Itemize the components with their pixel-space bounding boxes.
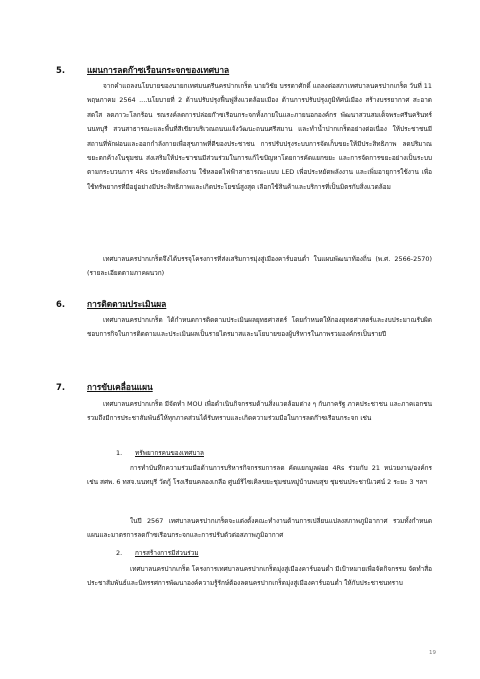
subsection-title: ทรัพยากรคนของเทศบาล: [135, 449, 204, 457]
section-title: การติดตามประเมินผล: [87, 299, 167, 309]
section-number: 6.: [56, 299, 66, 309]
subsection-number: 1.: [116, 449, 123, 457]
section-title: การขับเคลื่อนแผน: [87, 382, 153, 392]
subsection-number: 2.: [116, 549, 123, 557]
paragraph: เทศบาลนครปากเกร็ด ได้กำหนดการติดตามประเมินผลยุทธศาสตร์ โดยกำหนดให้กองยุทธศาสตร์และงบประมาณรับผิดชอบการกิจในการติดตามและประเมินผลเป็นรายไตรมาสและนโยบายของผู้บริหารในภาพรวมองค์กรเป็นรายปี: [87, 316, 432, 339]
paragraph: การทำบันทึกความร่วมมือด้านการบริหารกิจกรรมการลด คัดแยกมูลฝอย 4Rs ร่วมกับ 21 หน่วยงาน/องค์กร เช่น สศพ. 6 ทสจ.นนทบุรี วัดกู้ โรงเรียนคลองเกลือ ศูนย์ริไซเคิลขยะชุมชนหมู่บ้านพบสุข ชุมชนประชานิเวศน์ 2 ระยะ 3 ฯลฯ: [87, 464, 432, 487]
paragraph: เทศบาลนครปากเกร็ด มีจัดทำ MOU เพื่อดำเนินกิจกรรมด้านสิ่งแวดล้อมต่าง ๆ กับภาครัฐ ภาคประชาชน และภาคเอกชน รวมถึงมีการประชาสัมพันธ์ให้ทุกภาคส่วนได้รับทราบและเกิดความร่วมมือในการลดก๊าซเรือนกระจก เช่น: [87, 400, 432, 423]
paragraph: เทศบาลนครปากเกร็ด โครงการเทศบาลนครปากเกร็ดมุ่งสู่เมืองคาร์บอนต่ำ มีเป้าหมายเพื่อจัดกิจกรรม จัดทำสื่อประชาสัมพันธ์และนิทรรศการพัฒนาองค์ความรู้รักษ์ต้องลดนครปากเกร็ดมุ่งสู่เมืองคาร์บอนต่ำ ให้กับประชาชนทราบ: [87, 565, 432, 588]
page-number: 19: [429, 650, 436, 656]
paragraph: ในปี 2567 เทศบาลนครปากเกร็ดจะแต่งตั้งคณะทำงานด้านการเปลี่ยนแปลงสภาพภูมิอากาศ รวมทั้งกำหนดแผนและมาตรการลดก๊าซเรือนกระจกและการปรับตัวต่อสภาพภูมิอากาศ: [87, 517, 432, 540]
section-number: 7.: [56, 382, 66, 392]
section-title: แผนการลดก๊าซเรือนกระจกของเทศบาล: [87, 65, 230, 75]
section-number: 5.: [56, 65, 66, 75]
paragraph: จากคำแถลงนโยบายของนายกเทศมนตรีนครปากเกร็ด นายวิชัย บรรดาศักดิ์ แถลงต่อสภาเทศบาลนครปากเกร็ด วันที่ 11 พฤษภาคม 2564 ....นโยบายที่ 2 ด้านปรับปรุงฟื้นฟูสิ่งแวดล้อมเมือง ด้านการปรับปรุงภูมิทัศน์เมือง สร้างบรรยากาศ สะอาด สดใส ลดภาวะโลกร้อน รณรงค์ลดการปล่อยก๊าซเรือนกระจกทั้งภายในและภายนอกองค์กร พัฒนาสวนสมเด็จพระศรีนครินทร์ นนทบุรี สวนสาธารณะและพื้นที่สีเขียวบริเวณถนนแจ้งวัฒนะถนนศรีสมาน และทำน้ำปากเกร็ดอย่างต่อเนื่อง ให้ประชาชนมีสถานที่พักผ่อนและออกกำลังกายเพื่อสุขภาพที่ดีของประชาชน การปรับปรุงระบบการจัดเก็บขยะให้มีประสิทธิภาพ ลดปริมาณขยะตกค้างในชุมชน ส่งเสริมให้ประชาชนมีส่วนร่วมในการแก้ไขปัญหาโดยการคัดแยกขยะ และการจัดการขยะอย่างเป็นระบบตามกระบวนการ 4Rs ประหยัดพลังงาน ใช้หลอดไฟฟ้าสาธารณะแบบ LED เพื่อประหยัดพลังงาน และเพิ่มอายุการใช้งาน เพื่อใช้ทรัพยากรที่มีอยู่อย่างมีประสิทธิภาพและเกิดประโยชน์สูงสุด เลือกใช้สินค้าและบริการที่เป็นมิตรกับสิ่งแวดล้อม: [87, 82, 432, 191]
paragraph: เทศบาลนครปากเกร็ดจึงได้บรรจุโครงการที่ส่งเสริมการมุ่งสู่เมืองคาร์บอนต่ำ ในแผนพัฒนาท้องถิ่น (พ.ศ. 2566-2570) (รายละเอียดตามภาคผนวก): [87, 255, 432, 278]
subsection-title: การสร้างการมีส่วนร่วม: [135, 549, 199, 557]
